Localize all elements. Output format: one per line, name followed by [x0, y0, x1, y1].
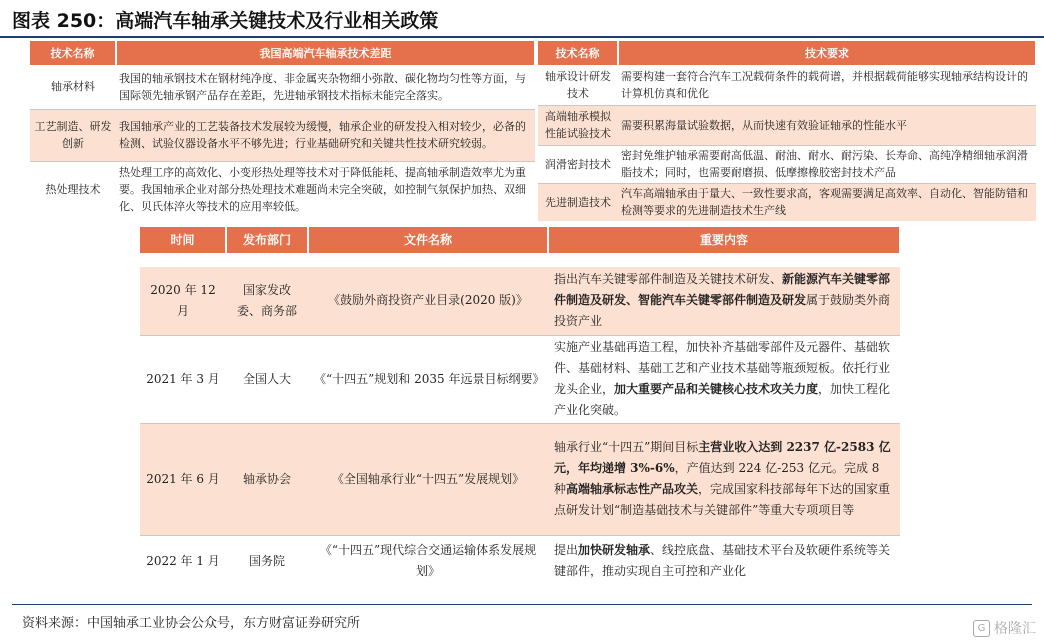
watermark-logo-icon: G	[973, 620, 990, 637]
tech-name-cell: 润滑密封技术	[545, 157, 611, 171]
header-cell: 时间	[140, 227, 226, 253]
tech-desc-cell: 热处理工序的高效化、小变形热处理等技术对于降低能耗、提高轴承制造效率尤为重要。我国轴承企业对部分热处理技术难题尚未完全突破，如控制气氛保护加热、双细化、贝氏体淬火等技术的应用率较低。	[119, 165, 526, 213]
policy-doc-cell: 《全国轴承行业“十四五”发展规划》	[331, 471, 525, 486]
policy-time-cell: 2020 年 12 月	[150, 282, 216, 318]
table-row	[538, 65, 1036, 105]
policy-dept-cell: 国务院	[248, 553, 285, 568]
header-cell: 文件名称	[308, 227, 548, 253]
page-title: 图表 250：高端汽车轴承关键技术及行业相关政策	[12, 10, 439, 32]
watermark	[973, 618, 1036, 638]
table-row	[140, 423, 900, 535]
source-note: 资料来源：中国轴承工业协会公众号，东方财富证券研究所	[22, 616, 361, 631]
tech-name-cell: 热处理技术	[45, 182, 101, 196]
tech-desc-cell: 需要构建一套符合汽车工况载荷条件的载荷谱，并根据载荷能够实现轴承结构设计的计算机仿真和优化	[621, 69, 1028, 100]
header-cell: 技术名称	[538, 41, 618, 65]
policy-dept-cell: 全国人大	[242, 371, 291, 386]
policy-time-cell: 2022 年 1 月	[146, 553, 220, 568]
tech-requirement-table	[538, 41, 1037, 221]
header-cell: 发布部门	[226, 227, 308, 253]
tech-desc-cell: 密封免维护轴承需要耐高低温、耐油、耐水、耐污染、长寿命、高纯净精细轴承润滑脂技术；同时，也需要耐磨损、低摩擦橡胶密封技术产品	[621, 149, 1028, 179]
table-row	[140, 335, 900, 423]
table-row	[140, 267, 900, 335]
table-header-row	[140, 227, 900, 253]
policy-time-cell: 2021 年 3 月	[146, 371, 220, 386]
header-cell: 技术要求	[618, 41, 1036, 65]
policy-doc-cell: 《“十四五”现代综合交通运输体系发展规划》	[319, 543, 537, 579]
watermark-text: 格隆汇	[994, 621, 1036, 637]
table-header-row	[30, 41, 535, 65]
table-row	[538, 183, 1036, 221]
tech-name-cell: 先进制造技术	[545, 195, 611, 209]
tech-name-cell: 高端轴承模拟性能试验技术	[545, 110, 611, 140]
policy-content-cell: 轴承行业“十四五”期间目标主营业收入达到 2237 亿-2583 亿元，年均递增 3%-6%，产值达到 224 亿-253 亿元。完成 8 种高端轴承标志性产品攻关，完成国家科技部每年下达的国家重点研发计划“制造基础技术与关键部件”等重大专项项目等	[554, 440, 891, 517]
table-row	[30, 65, 535, 109]
policy-table	[140, 227, 901, 587]
tech-desc-cell: 汽车高端轴承由于量大、一致性要求高，客观需要满足高效率、自动化、智能防错和检测等要求的先进制造技术生产线	[621, 187, 1028, 218]
policy-content-cell: 实施产业基础再造工程，加快补齐基础零部件及元器件、基础软件、基础材料、基础工艺和产业技术基础等瓶颈短板。依托行业龙头企业，加大重要产品和关键核心技术攻关力度，加快工程化产业化突破。	[554, 340, 891, 417]
table-header-row	[538, 41, 1036, 65]
header-cell: 重要内容	[548, 227, 900, 253]
policy-doc-cell: 《鼓励外商投资产业目录(2020 版)》	[328, 293, 528, 308]
table-row	[30, 161, 535, 217]
policy-content-cell: 指出汽车关键零部件制造及关键技术研发、新能源汽车关键零部件制造及研发、智能汽车关键零部件制造及研发属于鼓励类外商投资产业	[554, 272, 891, 329]
policy-dept-cell: 轴承协会	[242, 471, 291, 486]
tech-name-cell: 工艺制造、研发创新	[34, 120, 112, 150]
tech-name-cell: 轴承材料	[51, 80, 95, 94]
policy-doc-cell: 《“十四五”规划和 2035 年远景目标纲要》	[314, 371, 545, 386]
tech-desc-cell: 我国的轴承钢技术在钢材纯净度、非金属夹杂物细小弥散、碳化物均匀性等方面，与国际领先轴承钢产品存在差距，先进轴承钢技术指标未能完全落实。	[119, 71, 526, 102]
header-cell: 我国高端汽车轴承技术差距	[116, 41, 535, 65]
tech-desc-cell: 我国轴承产业的工艺装备技术发展较为缓慢，轴承企业的研发投入相对较少，必备的检测、试验仪器设备水平不够先进；行业基础研究和关键共性技术研究较弱。	[119, 120, 526, 150]
tech-name-cell: 轴承设计研发技术	[545, 69, 611, 100]
table-row	[538, 105, 1036, 145]
footer-divider	[12, 604, 1032, 605]
tech-desc-cell: 需要积累海量试验数据，从而快速有效验证轴承的性能水平	[621, 118, 907, 132]
tech-gap-table	[30, 41, 536, 217]
table-row	[538, 145, 1036, 183]
title-divider	[0, 36, 1044, 38]
policy-dept-cell: 国家发改委、商务部	[236, 282, 297, 318]
table-row	[30, 109, 535, 161]
policy-content-cell: 提出加快研发轴承、线控底盘、基础技术平台及软硬件系统等关键部件，推动实现自主可控和产业化	[554, 543, 891, 579]
header-cell: 技术名称	[30, 41, 116, 65]
policy-time-cell: 2021 年 6 月	[146, 471, 220, 486]
table-row	[140, 535, 900, 587]
